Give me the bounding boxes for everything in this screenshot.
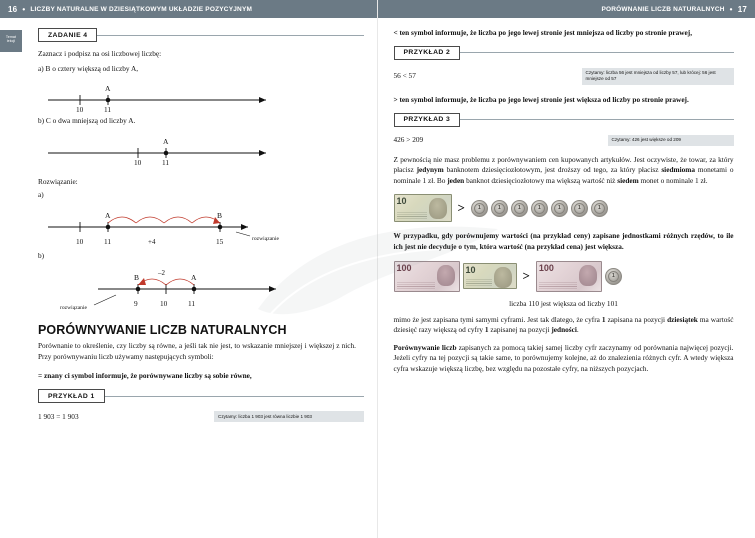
paragraph-1 — [394, 155, 734, 187]
przyklad-2-rule — [460, 52, 733, 53]
greater-symbol-line: > ten symbol informuje, że liczba po jego lewej stronie jest większa od liczby po stronie prawej. — [393, 94, 689, 104]
solution-label: Rozwiązanie: — [38, 176, 78, 186]
przyklad-3-header — [394, 113, 734, 127]
svg-text:B: B — [134, 273, 140, 283]
item-a-label: a) — [38, 63, 44, 73]
svg-text:A: A — [105, 210, 111, 220]
przyklad-2-header — [394, 46, 734, 60]
svg-text:11: 11 — [104, 105, 112, 115]
svg-text:10: 10 — [76, 236, 84, 246]
p1-part3: monetami o nominale 1 zł. Bo — [393, 165, 734, 185]
solution-a-label: a) — [38, 190, 44, 200]
coin-1zl: 1 — [511, 200, 528, 217]
przyklad-3-czytamy: Czytamy: 426 jest większe od 209 — [608, 135, 734, 146]
svg-text:rozwiązanie: rozwiązanie — [60, 305, 88, 312]
p3-part3: ma wartość dziesięć razy większą od cyfry — [393, 314, 734, 335]
p3-bold4: jedności — [551, 325, 577, 335]
banknote-100 — [394, 261, 460, 292]
section-paragraph: Porównanie to określenie, czy liczby są równe, a jeśli tak nie jest, to wskazanie mniejszej i większej z nich. Przy porównywaniu liczb używamy następujących symboli: — [38, 341, 356, 362]
coin-1zl: 1 — [591, 200, 608, 217]
left-head-dot: • — [22, 4, 26, 14]
right-page-number: 17 — [737, 4, 747, 14]
solution-b-label: b) — [38, 250, 45, 260]
side-tab: Temat lekcji — [0, 30, 22, 52]
p1-bold3: jeden — [447, 175, 465, 185]
money-group-right — [536, 261, 622, 292]
svg-text:11: 11 — [104, 236, 112, 246]
przyklad-1-rule — [105, 396, 364, 397]
przyklad-1-tag: PRZYKŁAD 1 — [38, 389, 105, 403]
banknote-portrait — [494, 267, 512, 288]
zadanie-4-instruction: Zaznacz i podpisz na osi liczbowej liczbę: — [38, 49, 162, 58]
coin-1zl: 1 — [471, 200, 488, 217]
right-page — [378, 0, 755, 538]
banknote-10-denom: 10 — [396, 196, 407, 207]
coin-1zl: 1 — [531, 200, 548, 217]
p1-part4: banknot dziesięciozłotowy ma większą wartość niż — [464, 175, 618, 185]
right-head-dot: • — [729, 4, 733, 14]
przyklad-1-header — [38, 389, 364, 403]
p3-bold1: 1 — [601, 314, 606, 324]
axis-a — [38, 80, 364, 114]
banknote-portrait — [437, 265, 455, 286]
p3-part4: zapisanej na pozycji — [488, 325, 552, 335]
svg-text:15: 15 — [216, 236, 224, 246]
svg-text:+4: +4 — [148, 237, 156, 246]
less-symbol-line: < ten symbol informuje, że liczba po jego lewej stronie jest mniejsza od liczby po stronie prawej, — [393, 28, 693, 37]
p4-text: zapisanych za pomocą takiej samej liczby cyfr zaczynamy od porównania najwięcej pozycji. Jeżeli cyfry na tej pozycji są takie same, to porównujemy kolejne, aż do znalezienia różnych cyfr. A wtedy większa cyfra wskazuje większą liczbę, bez względu na pozostałe cyfry, na niższych pozycjach. — [393, 342, 734, 373]
przyklad-2-czytamy: Czytamy: liczba 56 jest mniejsza od liczby 57, lub krócej: 56 jest mniejsze od 57 — [582, 68, 734, 85]
banknote-lines — [397, 282, 435, 289]
right-head-title: PORÓWNANIE LICZB NATURALNYCH — [601, 5, 725, 13]
przyklad-3-expression: 426 > 209 — [393, 134, 424, 144]
banknote-100-denom: 100 — [396, 262, 412, 273]
comparison-symbol-1: > — [457, 200, 465, 216]
svg-text:10: 10 — [76, 105, 84, 115]
comparison-symbol-2: > — [522, 268, 530, 284]
coin-1zl: 1 — [491, 200, 508, 217]
right-running-head — [378, 0, 755, 18]
item-b-label: b) — [38, 116, 45, 126]
p1-bold1: jedynym — [416, 165, 444, 175]
coin-1zl: 1 — [551, 200, 568, 217]
banknote-portrait — [579, 265, 597, 286]
svg-text:B: B — [217, 210, 223, 220]
svg-text:9: 9 — [134, 299, 138, 309]
przyklad-3-rule — [460, 119, 733, 120]
svg-text:–2: –2 — [158, 269, 165, 278]
p3-part2: zapisana na pozycji — [605, 314, 668, 324]
p3-bold3: 1 — [484, 325, 489, 335]
left-head-title: LICZBY NATURALNE W DZIESIĄTKOWYM UKŁADZIE POZYCYJNYM — [30, 5, 253, 13]
coin-1zl: 1 — [605, 268, 622, 285]
p3-part5: . — [576, 325, 579, 335]
money-comparison-2 — [394, 261, 734, 292]
svg-text:A: A — [163, 136, 169, 146]
p3-bold2: dziesiątek — [667, 314, 698, 324]
money-comparison-1 — [394, 194, 734, 222]
banknote-10b-denom: 10 — [465, 265, 476, 276]
item-a-text: B o cztery większą od liczby A, — [45, 63, 139, 73]
axis-b — [38, 133, 364, 167]
coin-1zl: 1 — [571, 200, 588, 217]
p4-bold: Porównywanie liczb — [393, 342, 457, 352]
p1-bold2: siedmioma — [661, 165, 695, 175]
money-group-left — [394, 261, 517, 292]
zadanie-4-rule — [97, 35, 364, 36]
item-b-text: C o dwa mniejszą od liczby A. — [45, 116, 136, 126]
banknote-portrait — [429, 198, 447, 219]
przyklad-2-expression: 56 < 57 — [393, 70, 416, 80]
paragraph-3 — [394, 315, 734, 336]
p1-part2: banknotem dziesięciozłotowym, jest droższy od tego, za który płacisz — [443, 165, 662, 175]
coin-group-1 — [471, 200, 608, 217]
svg-text:10: 10 — [134, 157, 142, 167]
paragraph-2: W przypadku, gdy porównujemy wartości (na przykład ceny) zapisane jednostkami różnych rzędów, to ile ich jest nie decyduje o tym, która wartość (na przykład cena) jest większa. — [393, 231, 734, 252]
svg-text:rozwiązanie: rozwiązanie — [252, 235, 280, 242]
svg-text:10: 10 — [160, 299, 168, 309]
left-running-head — [0, 0, 377, 18]
paragraph-4 — [394, 343, 734, 375]
svg-text:11: 11 — [188, 299, 196, 309]
svg-text:A: A — [105, 84, 111, 94]
money-caption: liczba 110 jest większa od liczby 101 — [509, 298, 618, 308]
left-page-number: 16 — [8, 4, 18, 14]
section-title: PORÓWNYWANIE LICZB NATURALNYCH — [38, 323, 287, 338]
p3-part1: mimo że jest zapisana tymi samymi cyframi. Jest tak dlatego, że cyfra — [393, 314, 602, 324]
zadanie-4-header — [38, 28, 364, 42]
equal-symbol-line: = znany ci symbol informuje, że porównywane liczby są sobie równe, — [38, 370, 252, 380]
banknote-100-denom: 100 — [538, 262, 554, 273]
banknote-100-right — [536, 261, 602, 292]
banknote-10-second — [463, 263, 517, 289]
p1-part5: monet o nominale 1 zł. — [638, 175, 708, 185]
przyklad-1-czytamy: Czytamy: liczba 1 903 jest równa liczbie 1 903 — [214, 411, 364, 422]
przyklad-2-tag: PRZYKŁAD 2 — [394, 46, 461, 60]
zadanie-4-tag: ZADANIE 4 — [38, 28, 97, 42]
svg-text:11: 11 — [162, 157, 170, 167]
p1-part1: Z pewnością nie masz problemu z porównywaniem cen kupowanych artykułów. Jest oczywiste, że towar, za który płacisz — [393, 154, 734, 175]
svg-text:A: A — [191, 273, 197, 283]
banknote-lines — [466, 279, 492, 286]
banknote-lines — [397, 212, 427, 219]
przyklad-1-expression: 1 903 = 1 903 — [38, 411, 79, 421]
solution-axis-b — [38, 265, 364, 311]
banknote-lines — [539, 282, 577, 289]
solution-axis-a — [38, 205, 364, 249]
przyklad-3-tag: PRZYKŁAD 3 — [394, 113, 461, 127]
banknote-10 — [394, 194, 452, 222]
p1-bold4: siedem — [617, 175, 639, 185]
